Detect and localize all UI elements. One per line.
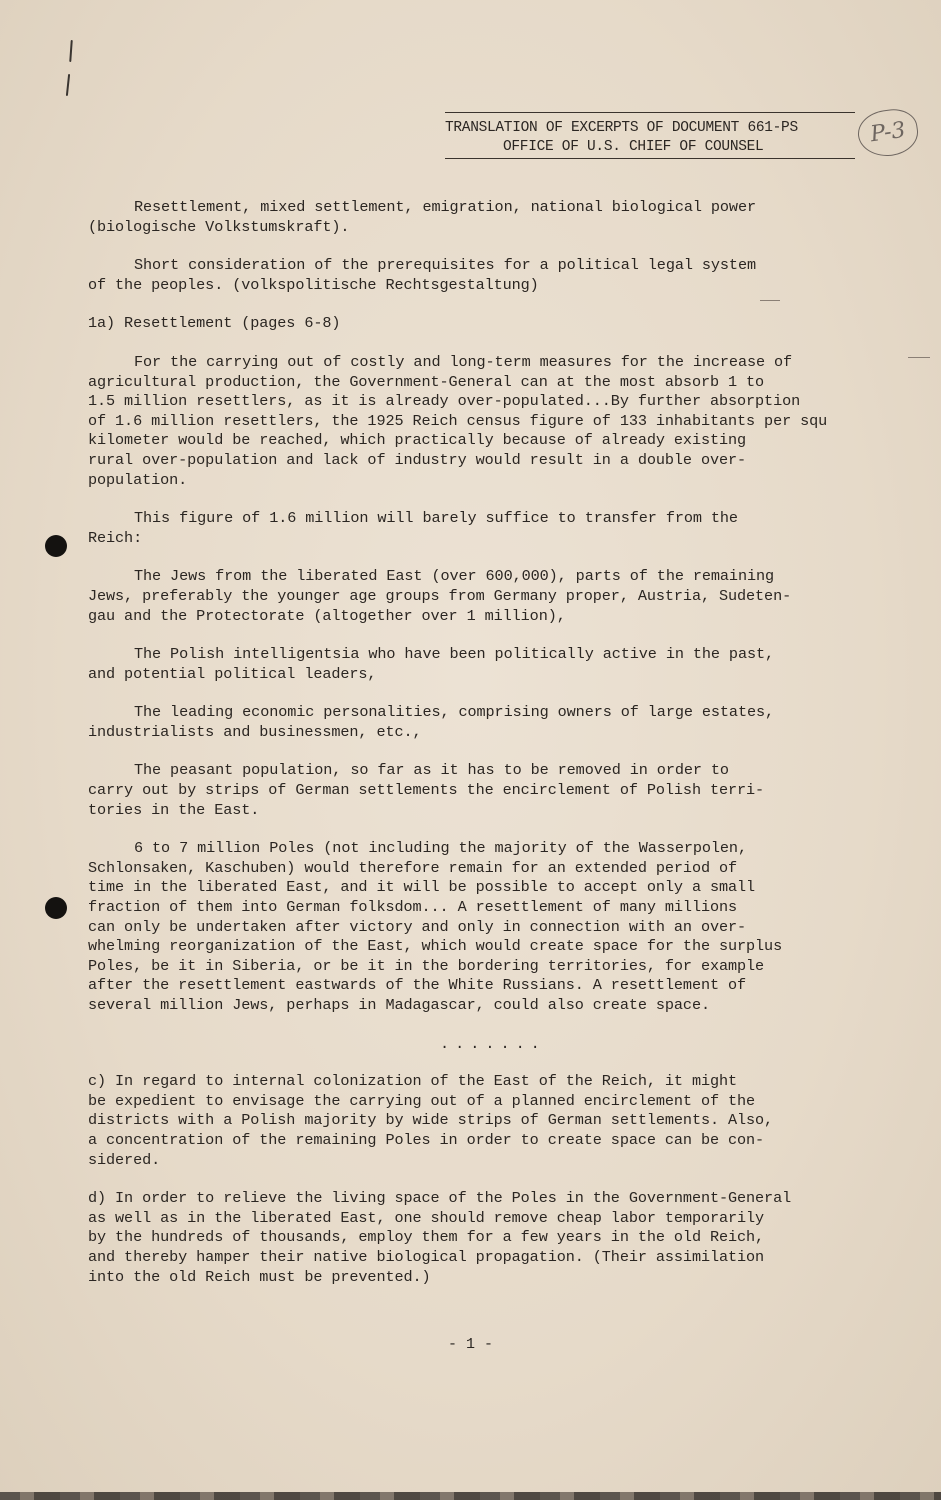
- margin-tick: [908, 357, 930, 358]
- paragraph-transfer: This figure of 1.6 million will barely suffice to transfer from the Reich:: [88, 509, 738, 547]
- handwritten-page-mark: P-3: [855, 106, 921, 160]
- section-c: c) In regard to internal colonization of the East of the Reich, it might be expedient to envisage the carrying out of a planned encirclement of the districts with a Polish majority by wide strips of German settlements. Also, a concentration of the remaining Poles in order to create space can be con- sidered.: [88, 1072, 774, 1169]
- paragraph-intelligentsia: The Polish intelligentsia who have been politically active in the past, and potential political leaders,: [88, 645, 774, 683]
- header-office: OFFICE OF U.S. CHIEF OF COUNSEL: [445, 138, 855, 159]
- header-title: TRANSLATION OF EXCERPTS OF DOCUMENT 661-PS: [445, 112, 855, 138]
- paragraph-consideration: Short consideration of the prerequisites for a political legal system of the peoples. (volkspolitische Rechtsgestaltung): [88, 256, 756, 294]
- paragraph-absorption: For the carrying out of costly and long-term measures for the increase of agricultural production, the Government-General can at the most absorb 1 to 1.5 million resettlers, as it is already over-populated...By further absorption of 1.6 million resettlers, the 1925 Reich census figure of 133 inhabitants per squ kilometer would be reached, which practically because of already existing rural over-population and lack of industry would result in a double over- population.: [88, 352, 828, 489]
- ellipsis-separator: .......: [440, 1034, 546, 1053]
- section-d: d) In order to relieve the living space of the Poles in the Government-General as well as in the liberated East, one should remove cheap labor temporarily by the hundreds of thousands, employ them for a few years in the old Reich, and thereby hamper their native biological propagation. (Their assimilation into the old Reich must be prevented.): [88, 1189, 792, 1286]
- document-body: [88, 198, 888, 1306]
- paragraph-poles: 6 to 7 million Poles (not including the majority of the Wasserpolen, Schlonsaken, Kaschuben) would therefore remain for an extended period of time in the liberated East, and it will be possible to accept only a small fraction of them into German folksdom... A resettlement of many millions can only be undertaken after victory and only in connection with an over- whelming reorganization of the East, which would create space for the surplus Poles, be it in Siberia, or be it in the bordering territories, for example after the resettlement eastwards of the White Russians. A resettlement of several million Jews, perhaps in Madagascar, could also create space.: [88, 839, 783, 1014]
- margin-pencil-mark: [66, 74, 70, 96]
- paragraph-economic: The leading economic personalities, comprising owners of large estates, industrialists and businessmen, etc.,: [88, 703, 774, 741]
- paragraph-peasant: The peasant population, so far as it has to be removed in order to carry out by strips of German settlements the encirclement of Polish terri- tories in the East.: [88, 761, 765, 819]
- page-number: - 1 -: [447, 1336, 493, 1353]
- page-bottom-edge: [0, 1492, 941, 1500]
- paragraph-jews: The Jews from the liberated East (over 600,000), parts of the remaining Jews, preferably the younger age groups from Germany proper, Austria, Sudeten- gau and the Protectorate (altogether over 1 million),: [88, 567, 792, 625]
- margin-pencil-mark: [69, 40, 73, 62]
- punch-hole: [45, 897, 67, 919]
- document-header: [445, 112, 855, 159]
- paragraph-topic: Resettlement, mixed settlement, emigration, national biological power (biologische Volkstumskraft).: [88, 198, 756, 236]
- section-heading-1a: 1a) Resettlement (pages 6-8): [88, 314, 341, 333]
- punch-hole: [45, 535, 67, 557]
